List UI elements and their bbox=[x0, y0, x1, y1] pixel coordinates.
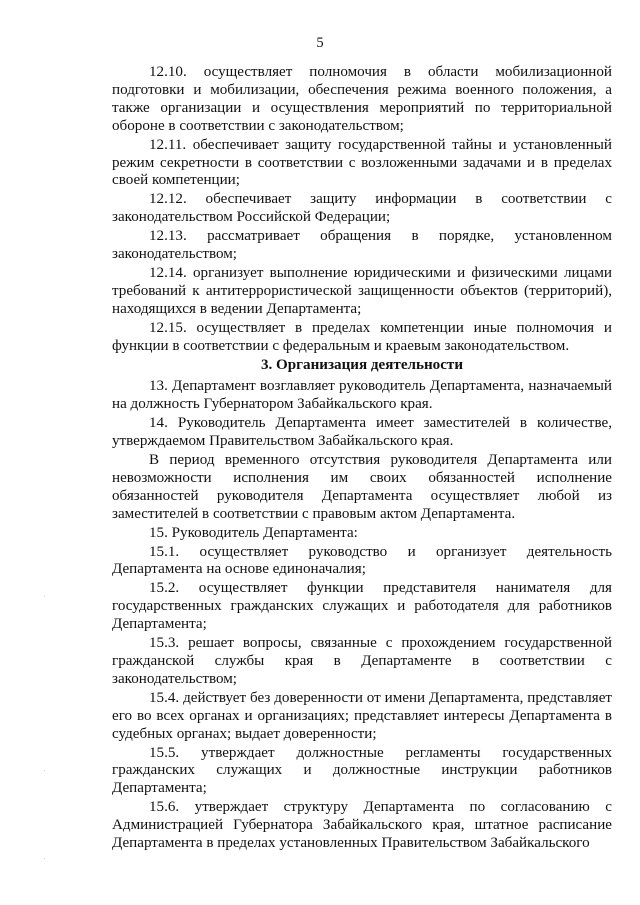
paragraph-12-14: 12.14. организует выполнение юридическими и физическими лицами требований к антитеррористической защищенности объектов (территорий), находящихся в ведении Департамента; bbox=[112, 264, 612, 317]
section-heading: 3. Организация деятельности bbox=[260, 356, 464, 373]
scan-speck bbox=[44, 770, 45, 771]
paragraph-15-2: 15.2. осуществляет функции представителя нанимателя для государственных гражданских служащих и работодателя для работников Департамента; bbox=[112, 580, 612, 633]
paragraph-13: 13. Департамент возглавляет руководитель Департамента, назначаемый на должность Губернатором Забайкальского края. bbox=[112, 378, 612, 413]
paragraph-15-4: 15.4. действует без доверенности от имени Департамента, представляет его во всех органах и организациях; представляет интересы Департамента в судебных органах; выдает доверенности; bbox=[112, 689, 612, 742]
paragraph-15-6: 15.6. утверждает структуру Департамента по согласованию с Администрацией Губернатора Забайкальского края, штатное расписание Департамента в пределах установленных Правительством Забайкальского bbox=[112, 799, 612, 852]
scan-speck bbox=[44, 596, 45, 597]
paragraph-14-substitution: В период временного отсутствия руководителя Департамента или невозможности исполнения им своих обязанностей исполнение обязанностей руководителя Департамента осуществляет любой из заместителей в соответствии с правовым актом Департамента. bbox=[112, 452, 612, 522]
paragraph-15-1: 15.1. осуществляет руководство и организует деятельность Департамента на основе единоначалия; bbox=[112, 543, 612, 578]
scan-speck bbox=[44, 858, 45, 859]
paragraph-15-5: 15.5. утверждает должностные регламенты государственных гражданских служащих и должностные инструкции работников Департамента; bbox=[112, 744, 612, 797]
paragraph-14: 14. Руководитель Департамента имеет заместителей в количестве, утверждаемом Правительством Забайкальского края. bbox=[112, 415, 612, 450]
paragraph-12-12: 12.12. обеспечивает защиту информации в соответствии с законодательством Российской Федерации; bbox=[112, 191, 612, 226]
paragraph-12-15: 12.15. осуществляет в пределах компетенции иные полномочия и функции в соответствии с федеральным и краевым законодательством. bbox=[112, 319, 612, 354]
paragraph-15-3: 15.3. решает вопросы, связанные с прохождением государственной гражданской службы края в Департаменте в соответствии с законодательством; bbox=[112, 635, 612, 687]
paragraph-12-11: 12.11. обеспечивает защиту государственной тайны и установленный режим секретности в соответствии с возложенными задачами и в пределах своей компетенции; bbox=[112, 136, 612, 189]
paragraph-12-10: 12.10. осуществляет полномочия в области мобилизационной подготовки и мобилизации, обеспечения режима военного положения, а также организации и осуществления мероприятий по территориальной обороне в соответствии с законодательством; bbox=[112, 64, 612, 134]
paragraph-12-13: 12.13. рассматривает обращения в порядке, установленном законодательством; bbox=[112, 228, 612, 263]
page-number: 5 bbox=[316, 35, 324, 51]
document-body bbox=[112, 64, 612, 853]
paragraph-15: 15. Руководитель Департамента: bbox=[149, 524, 358, 541]
